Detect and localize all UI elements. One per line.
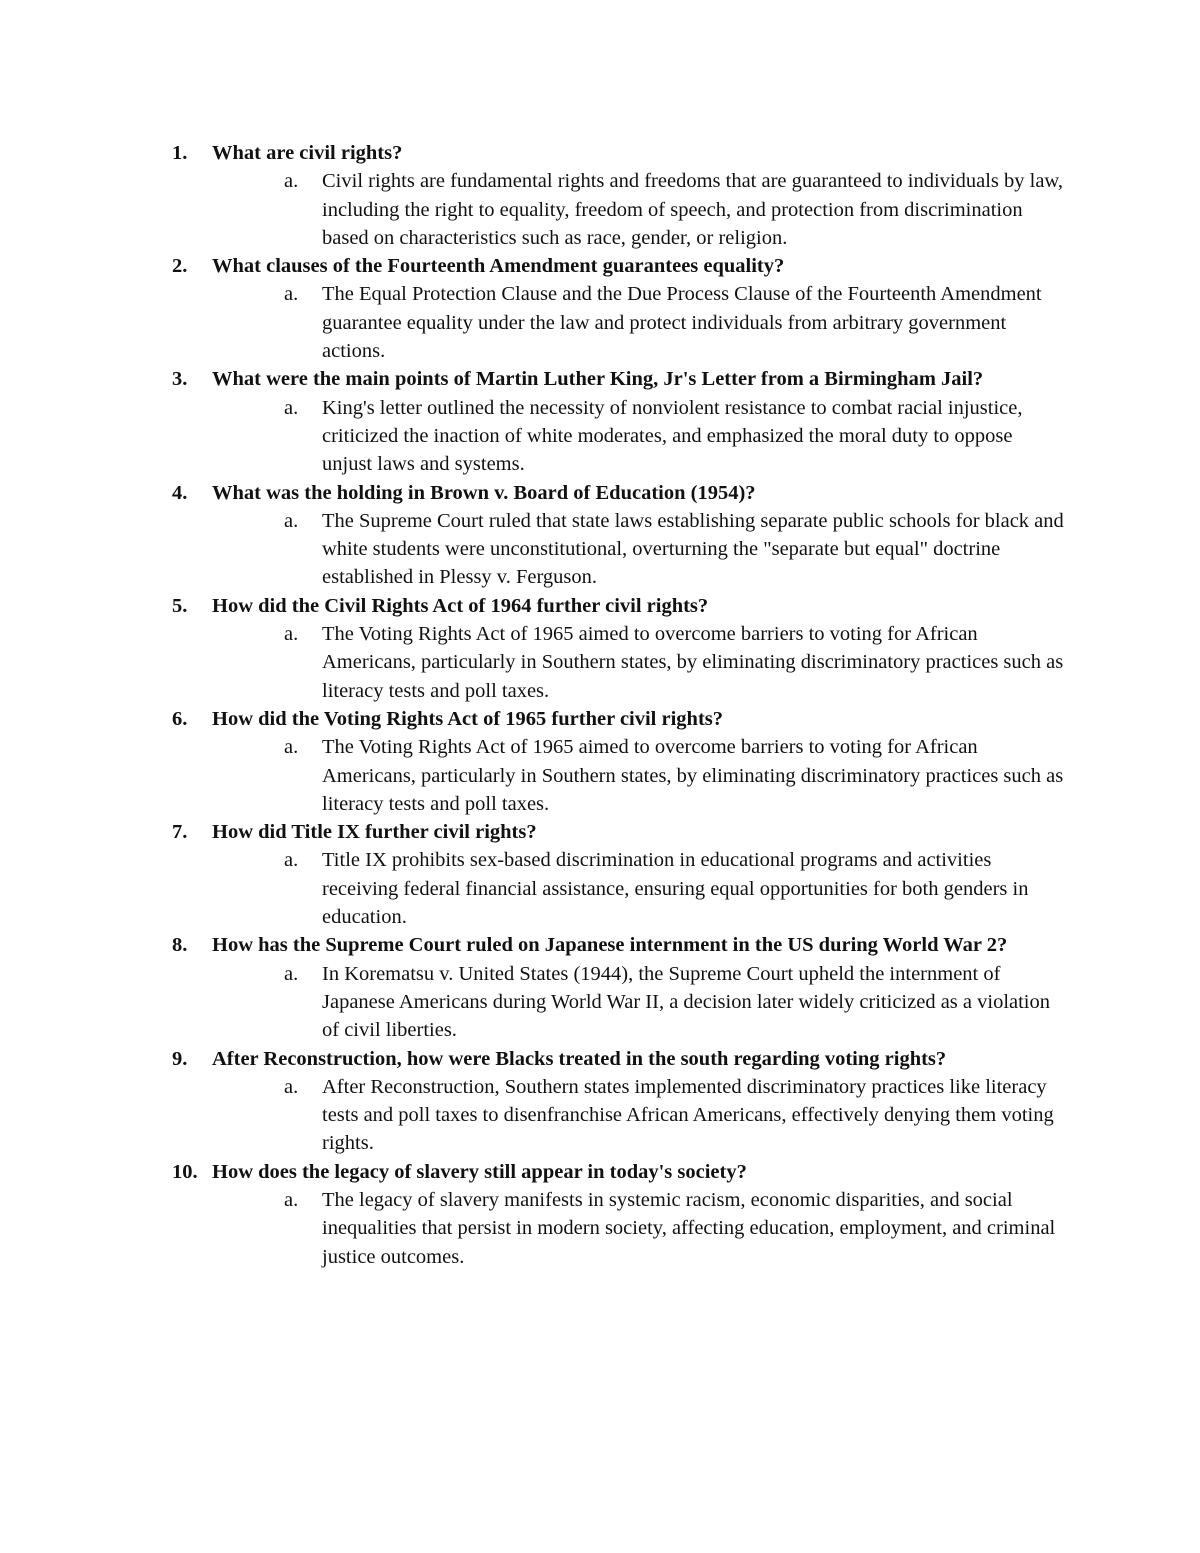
answer <box>212 960 1072 1045</box>
answer-text: The Supreme Court ruled that state laws establishing separate public schools for black and white students were unconstitutional, overturning the "separate but equal" doctrine established in Plessy v. Ferguson. <box>322 509 1064 589</box>
answer <box>212 394 1072 479</box>
question-number: 3. <box>172 368 188 391</box>
answer-text: Title IX prohibits sex-based discrimination in educational programs and activities receiving federal financial assistance, ensuring equal opportunities for both genders in education. <box>322 849 1029 929</box>
question-number: 7. <box>172 821 188 844</box>
answer <box>212 846 1072 931</box>
question-number: 5. <box>172 594 188 617</box>
answer-text: The legacy of slavery manifests in systemic racism, economic disparities, and social inequalities that persist in modern society, affecting education, employment, and criminal justice outcomes. <box>322 1188 1056 1268</box>
answer-letter: a. <box>284 396 299 419</box>
list-item <box>172 365 1072 478</box>
question-number: 6. <box>172 707 188 730</box>
list-item <box>172 1045 1072 1158</box>
question-number: 9. <box>172 1047 188 1070</box>
answer-text: The Equal Protection Clause and the Due Process Clause of the Fourteenth Amendment guarantee equality under the law and protect individuals from arbitrary government actions. <box>322 283 1042 363</box>
answer-letter: a. <box>284 849 299 872</box>
question-text: How has the Supreme Court ruled on Japanese internment in the US during World War 2? <box>212 934 1008 957</box>
answer-letter: a. <box>284 283 299 306</box>
question-text: How did the Civil Rights Act of 1964 further civil rights? <box>212 594 709 617</box>
answer <box>212 733 1072 818</box>
list-item <box>172 139 1072 252</box>
question-text: After Reconstruction, how were Blacks treated in the south regarding voting rights? <box>212 1047 947 1070</box>
answer-letter: a. <box>284 736 299 759</box>
answer-text: The Voting Rights Act of 1965 aimed to overcome barriers to voting for African Americans, particularly in Southern states, by eliminating discriminatory practices such as literacy tests and poll taxes. <box>322 623 1064 702</box>
list-item <box>172 592 1072 705</box>
answer <box>212 280 1072 365</box>
list-item <box>172 818 1072 931</box>
list-item <box>172 931 1072 1044</box>
answer-letter: a. <box>284 623 299 646</box>
answer-text: Civil rights are fundamental rights and freedoms that are guaranteed to individuals by law, including the right to equality, freedom of speech, and protection from discrimination based on characteristics such as race, gender, or religion. <box>322 170 1064 249</box>
question-text: What clauses of the Fourteenth Amendment guarantees equality? <box>212 255 785 278</box>
list-item <box>172 1158 1072 1271</box>
answer <box>212 507 1072 592</box>
question-text: How did the Voting Rights Act of 1965 further civil rights? <box>212 707 723 730</box>
answer-text: The Voting Rights Act of 1965 aimed to overcome barriers to voting for African Americans, particularly in Southern states, by eliminating discriminatory practices such as literacy tests and poll taxes. <box>322 736 1064 815</box>
question-number: 4. <box>172 481 188 504</box>
answer-letter: a. <box>284 170 299 193</box>
question-text: How does the legacy of slavery still appear in today's society? <box>212 1160 747 1183</box>
list-item <box>172 479 1072 592</box>
answer-text: After Reconstruction, Southern states implemented discriminatory practices like literacy tests and poll taxes to disenfranchise African Americans, effectively denying them voting rights. <box>322 1075 1054 1155</box>
answer <box>212 1186 1072 1271</box>
question-list <box>172 139 1072 1271</box>
answer <box>212 1073 1072 1158</box>
answer <box>212 620 1072 705</box>
question-number: 10. <box>172 1160 198 1183</box>
answer-letter: a. <box>284 1188 299 1211</box>
answer-text: King's letter outlined the necessity of nonviolent resistance to combat racial injustice, criticized the inaction of white moderates, and emphasized the moral duty to oppose unjust laws and systems. <box>322 396 1023 476</box>
question-text: What were the main points of Martin Luther King, Jr's Letter from a Birmingham Jail? <box>212 368 984 391</box>
question-text: What are civil rights? <box>212 142 403 164</box>
answer-letter: a. <box>284 1075 299 1098</box>
question-number: 2. <box>172 255 188 278</box>
list-item <box>172 705 1072 818</box>
question-number: 1. <box>172 142 188 164</box>
list-item <box>172 252 1072 365</box>
answer-text: In Korematsu v. United States (1944), the Supreme Court upheld the internment of Japanese Americans during World War II, a decision later widely criticized as a violation of civil liberties. <box>322 962 1051 1042</box>
question-text: How did Title IX further civil rights? <box>212 821 537 844</box>
question-number: 8. <box>172 934 188 957</box>
answer-letter: a. <box>284 962 299 985</box>
answer-letter: a. <box>284 509 299 532</box>
answer <box>212 167 1072 252</box>
question-text: What was the holding in Brown v. Board of Education (1954)? <box>212 481 756 504</box>
